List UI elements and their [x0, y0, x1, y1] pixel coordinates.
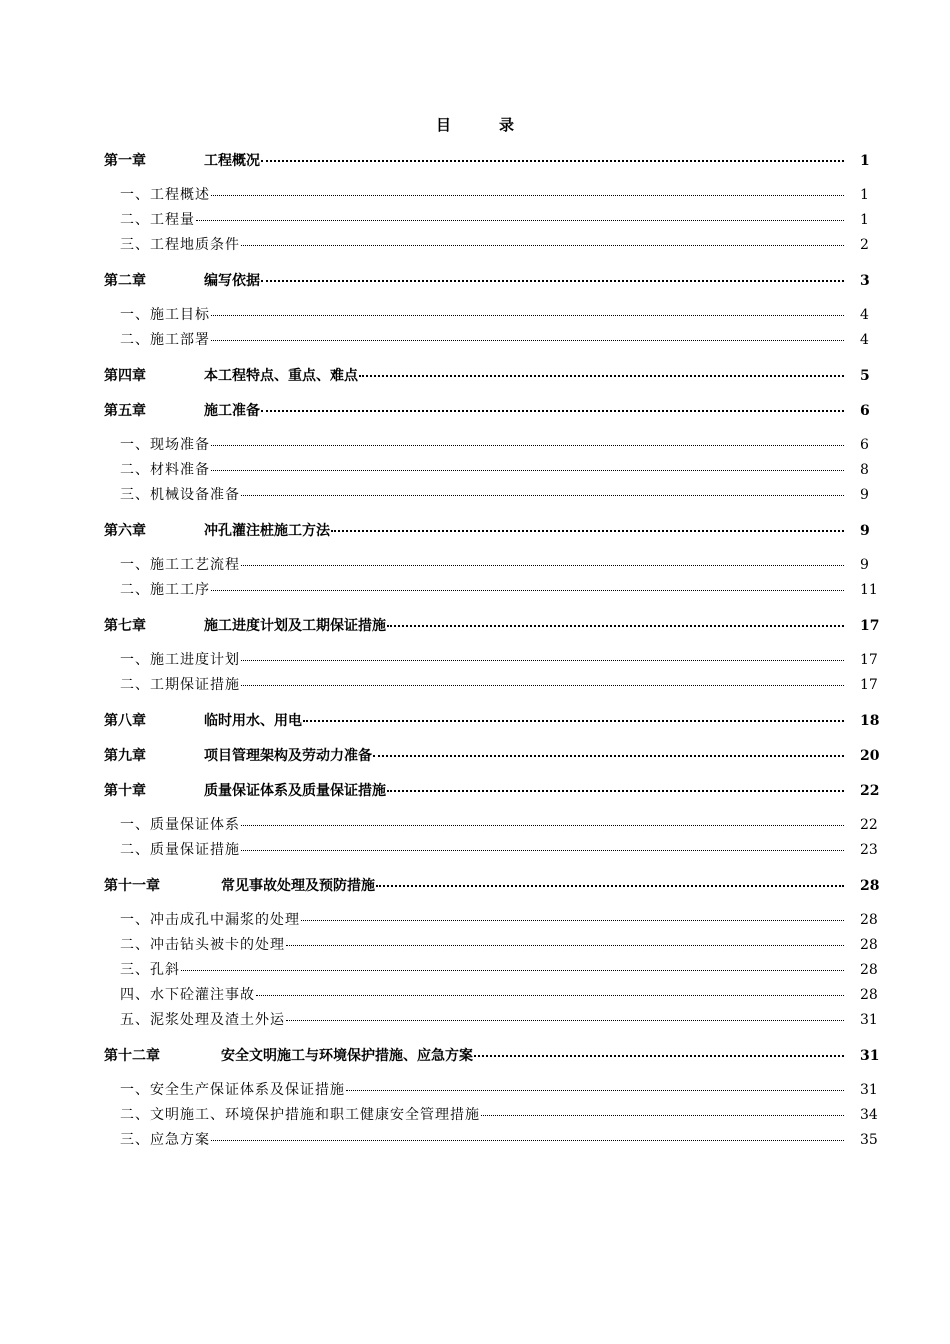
dot-leader: [359, 361, 844, 377]
dot-leader: [261, 266, 844, 282]
page-number: 1: [860, 187, 869, 203]
chapter-title: 临时用水、用电: [204, 713, 302, 729]
page-number: 23: [860, 842, 878, 858]
section-title: 一、现场准备: [120, 437, 210, 453]
section-title: 二、施工部署: [120, 332, 210, 348]
chapter-title: 质量保证体系及质量保证措施: [204, 783, 386, 799]
page-number: 31: [860, 1082, 878, 1098]
dot-leader: [211, 181, 844, 196]
section-title: 二、质量保证措施: [120, 842, 240, 858]
dot-leader: [211, 576, 844, 591]
page-number: 4: [860, 307, 869, 323]
toc-chapter-entry[interactable]: [104, 399, 900, 421]
chapter-title: 编写依据: [204, 273, 260, 289]
page-number: 4: [860, 332, 869, 348]
dot-leader: [346, 1076, 844, 1091]
page-number: 17: [860, 677, 878, 693]
toc-chapter-entry[interactable]: [104, 744, 900, 766]
dot-leader: [286, 931, 844, 946]
toc-section-entry[interactable]: [120, 1104, 900, 1126]
toc-chapter-entry[interactable]: [104, 1044, 900, 1066]
section-title: 一、施工进度计划: [120, 652, 240, 668]
page-number: 11: [860, 582, 878, 598]
dot-leader: [196, 206, 844, 221]
chapter-title: 安全文明施工与环境保护措施、应急方案: [221, 1048, 473, 1064]
chapter-number: 第二章: [104, 273, 146, 289]
section-title: 一、质量保证体系: [120, 817, 240, 833]
toc-section-entry[interactable]: [120, 579, 900, 601]
dot-leader: [301, 906, 844, 921]
toc-section-entry[interactable]: [120, 459, 900, 481]
page-number: 1: [860, 212, 869, 228]
dot-leader: [241, 671, 844, 686]
page-number: 3: [860, 273, 870, 289]
toc-section-entry[interactable]: [120, 1009, 900, 1031]
page-number: 20: [860, 748, 880, 764]
section-title: 一、工程概述: [120, 187, 210, 203]
toc-section-entry[interactable]: [120, 304, 900, 326]
chapter-number: 第十一章: [104, 878, 160, 894]
toc-section-entry[interactable]: [120, 554, 900, 576]
chapter-title: 冲孔灌注桩施工方法: [204, 523, 330, 539]
page-number: 1: [860, 153, 870, 169]
page-number: 28: [860, 912, 878, 928]
page-number: 31: [860, 1048, 880, 1064]
toc-section-entry[interactable]: [120, 909, 900, 931]
toc-section-entry[interactable]: [120, 649, 900, 671]
chapter-title: 常见事故处理及预防措施: [221, 878, 375, 894]
chapter-title: 工程概况: [204, 153, 260, 169]
section-title: 四、水下砼灌注事故: [120, 987, 255, 1003]
dot-leader: [474, 1041, 844, 1057]
chapter-number: 第四章: [104, 368, 146, 384]
page-number: 18: [860, 713, 880, 729]
dot-leader: [241, 836, 844, 851]
chapter-number: 第一章: [104, 153, 146, 169]
chapter-title: 施工准备: [204, 403, 260, 419]
dot-leader: [481, 1101, 844, 1116]
page-number: 17: [860, 618, 880, 634]
page-number: 28: [860, 962, 878, 978]
chapter-number: 第六章: [104, 523, 146, 539]
section-title: 二、文明施工、环境保护措施和职工健康安全管理措施: [120, 1107, 480, 1123]
dot-leader: [241, 481, 844, 496]
page-number: 28: [860, 987, 878, 1003]
page-number: 5: [860, 368, 870, 384]
toc-chapter-entry[interactable]: [104, 709, 900, 731]
section-title: 二、工程量: [120, 212, 195, 228]
page-number: 31: [860, 1012, 878, 1028]
dot-leader: [376, 871, 844, 887]
dot-leader: [241, 646, 844, 661]
section-title: 二、材料准备: [120, 462, 210, 478]
toc-chapter-entry[interactable]: [104, 269, 900, 291]
page-number: 9: [860, 523, 870, 539]
toc-section-entry[interactable]: [120, 674, 900, 696]
toc-section-entry[interactable]: [120, 1079, 900, 1101]
dot-leader: [241, 231, 844, 246]
section-title: 三、孔斜: [120, 962, 180, 978]
chapter-title: 本工程特点、重点、难点: [204, 368, 358, 384]
toc-chapter-entry[interactable]: [104, 779, 900, 801]
chapter-number: 第九章: [104, 748, 146, 764]
dot-leader: [211, 301, 844, 316]
toc-chapter-entry[interactable]: [104, 614, 900, 636]
dot-leader: [373, 741, 844, 757]
page-number: 35: [860, 1132, 878, 1148]
toc-section-entry[interactable]: [120, 959, 900, 981]
toc-section-entry[interactable]: [120, 184, 900, 206]
toc-chapter-entry[interactable]: [104, 149, 900, 171]
dot-leader: [241, 551, 844, 566]
section-title: 五、泥浆处理及渣土外运: [120, 1012, 285, 1028]
section-title: 三、机械设备准备: [120, 487, 240, 503]
page-number: 9: [860, 557, 869, 573]
dot-leader: [241, 811, 844, 826]
page-number: 8: [860, 462, 869, 478]
page-number: 6: [860, 403, 870, 419]
chapter-number: 第十二章: [104, 1048, 160, 1064]
dot-leader: [331, 516, 844, 532]
dot-leader: [256, 981, 844, 996]
chapter-title: 施工进度计划及工期保证措施: [204, 618, 386, 634]
toc-chapter-entry[interactable]: [104, 519, 900, 541]
toc-section-entry[interactable]: [120, 234, 900, 256]
dot-leader: [387, 776, 844, 792]
chapter-title: 项目管理架构及劳动力准备: [204, 748, 372, 764]
toc-section-entry[interactable]: [120, 484, 900, 506]
page-number: 28: [860, 937, 878, 953]
toc-section-entry[interactable]: [120, 434, 900, 456]
toc-title-right: 录: [499, 116, 515, 134]
dot-leader: [303, 706, 844, 722]
chapter-number: 第七章: [104, 618, 146, 634]
chapter-number: 第八章: [104, 713, 146, 729]
page-number: 28: [860, 878, 880, 894]
section-title: 一、施工工艺流程: [120, 557, 240, 573]
dot-leader: [387, 611, 844, 627]
dot-leader: [261, 396, 844, 412]
page-number: 22: [860, 783, 880, 799]
toc-section-entry[interactable]: [120, 329, 900, 351]
section-title: 三、工程地质条件: [120, 237, 240, 253]
toc-title-left: 目: [435, 116, 451, 134]
page-number: 17: [860, 652, 878, 668]
toc-section-entry[interactable]: [120, 839, 900, 861]
dot-leader: [261, 146, 844, 162]
toc-section-entry[interactable]: [120, 209, 900, 231]
section-title: 二、工期保证措施: [120, 677, 240, 693]
dot-leader: [211, 1126, 844, 1141]
toc-section-entry[interactable]: [120, 934, 900, 956]
dot-leader: [211, 326, 844, 341]
dot-leader: [181, 956, 844, 971]
toc-section-entry[interactable]: [120, 1129, 900, 1151]
page-number: 6: [860, 437, 869, 453]
dot-leader: [211, 456, 844, 471]
toc-chapter-entry[interactable]: [104, 874, 900, 896]
section-title: 三、应急方案: [120, 1132, 210, 1148]
section-title: 二、冲击钻头被卡的处理: [120, 937, 285, 953]
dot-leader: [286, 1006, 844, 1021]
page-number: 34: [860, 1107, 878, 1123]
chapter-number: 第十章: [104, 783, 146, 799]
dot-leader: [211, 431, 844, 446]
section-title: 一、施工目标: [120, 307, 210, 323]
section-title: 一、安全生产保证体系及保证措施: [120, 1082, 345, 1098]
section-title: 一、冲击成孔中漏浆的处理: [120, 912, 300, 928]
page-number: 22: [860, 817, 878, 833]
page-number: 2: [860, 237, 869, 253]
toc-chapter-entry[interactable]: [104, 364, 900, 386]
page-number: 9: [860, 487, 869, 503]
toc-section-entry[interactable]: [120, 814, 900, 836]
chapter-number: 第五章: [104, 403, 146, 419]
section-title: 二、施工工序: [120, 582, 210, 598]
toc-section-entry[interactable]: [120, 984, 900, 1006]
